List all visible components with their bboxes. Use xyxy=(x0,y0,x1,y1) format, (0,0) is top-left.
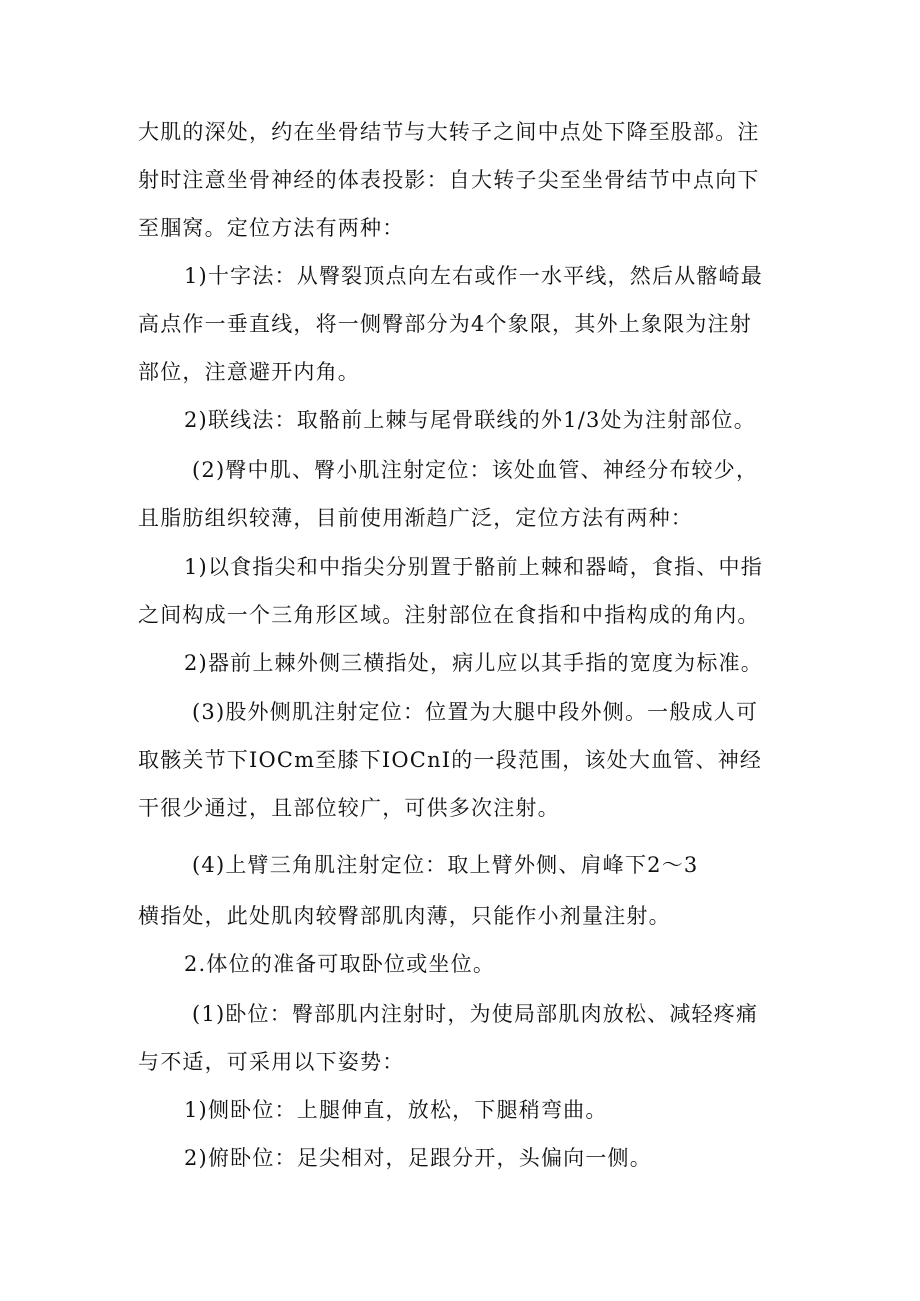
text-line: 与不适，可采用以下姿势： xyxy=(138,1050,405,1074)
text-line: 之间构成一个三角形区域。注射部位在食指和中指构成的角内。 xyxy=(138,603,760,627)
text-line: 至腘窝。定位方法有两种： xyxy=(138,216,405,240)
text-line: 高点作一垂直线，将一侧臀部分为4个象限，其外上象限为注射 xyxy=(138,312,752,336)
text-line: (2)臀中肌、臀小肌注射定位：该处血管、神经分布较少， xyxy=(192,458,759,482)
text-line: 2)联线法：取骼前上棘与尾骨联线的外1/3处为注射部位。 xyxy=(184,408,756,432)
text-line: 2)器前上棘外侧三横指处，病儿应以其手指的宽度为标准。 xyxy=(184,651,763,675)
text-line: 2.体位的准备可取卧位或坐位。 xyxy=(184,952,496,976)
text-line: 且脂肪组织较薄，目前使用渐趋广泛，定位方法有两种： xyxy=(138,506,693,530)
text-line: 2)俯卧位：足尖相对，足跟分开，头偏向一侧。 xyxy=(184,1146,652,1170)
text-line: (1)卧位：臀部肌内注射时，为使局部肌肉放松、减轻疼痛 xyxy=(192,1002,759,1026)
text-line: 1)侧卧位：上腿伸直，放松，下腿稍弯曲。 xyxy=(184,1098,608,1122)
text-line: 射时注意坐骨神经的体表投影：自大转子尖至坐骨结节中点向下 xyxy=(138,168,760,192)
text-line: 1)以食指尖和中指尖分别置于骼前上棘和器崎，食指、中指 xyxy=(184,555,763,579)
text-line: 横指处，此处肌肉较臀部肌肉薄，只能作小剂量注射。 xyxy=(138,904,671,928)
text-line: (4)上臂三角肌注射定位：取上臂外侧、肩峰下2～3 xyxy=(192,853,699,877)
text-line: 干很少通过，且部位较广，可供多次注射。 xyxy=(138,796,560,820)
text-line: 部位，注意避开内角。 xyxy=(138,360,360,384)
text-line: (3)股外侧肌注射定位：位置为大腿中段外侧。一般成人可 xyxy=(192,700,759,724)
text-line: 1)十字法：从臀裂顶点向左右或作一水平线，然后从髂崎最 xyxy=(184,264,763,288)
text-line: 取骸关节下IOCm至膝下IOCnI的一段范围，该处大血管、神经 xyxy=(138,748,763,772)
text-line: 大肌的深处，约在坐骨结节与大转子之间中点处下降至股部。注 xyxy=(138,120,760,144)
